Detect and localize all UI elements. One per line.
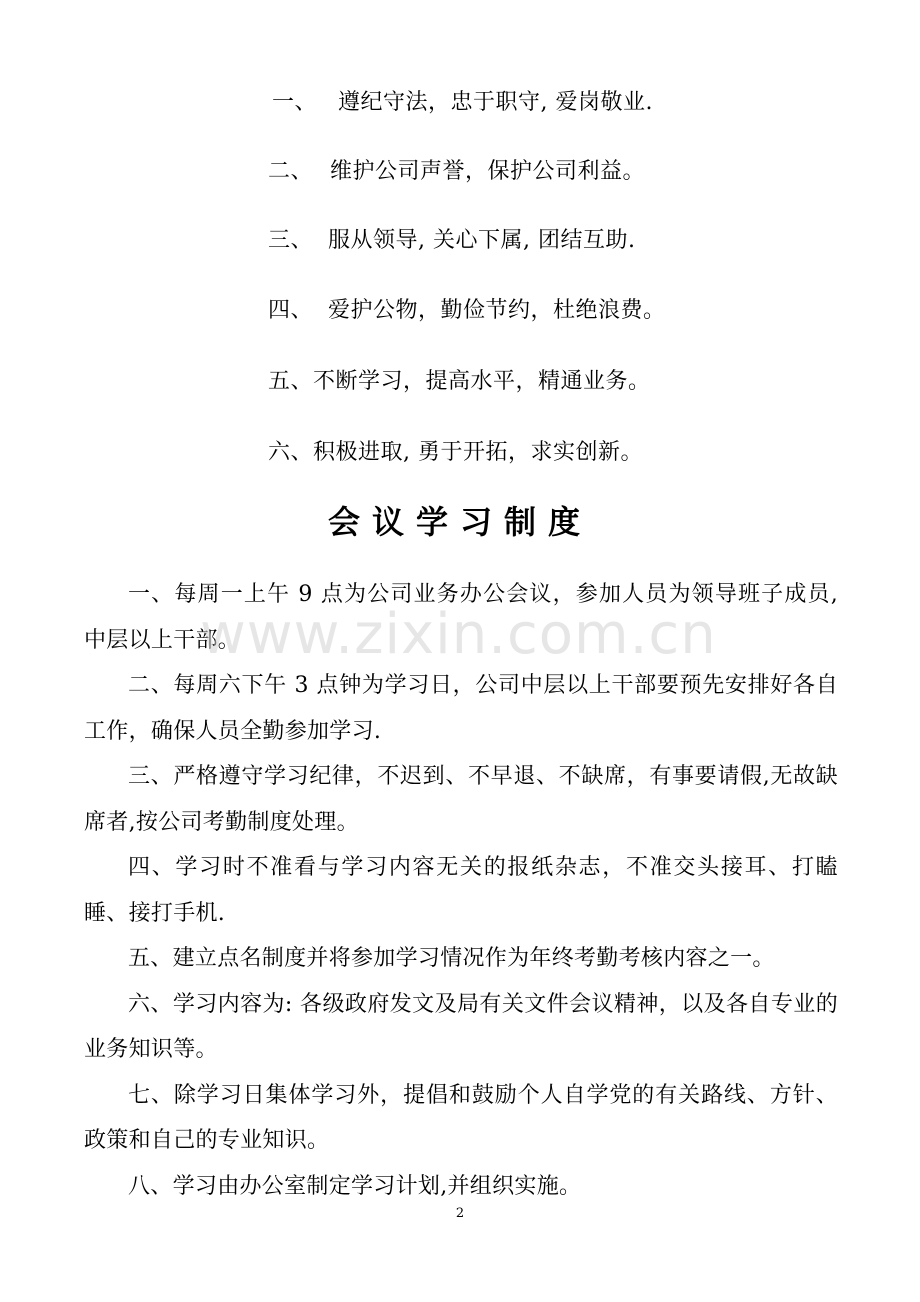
principle-text: 爱护公物，勤俭节约，杜绝浪费。: [328, 298, 666, 323]
rule-paragraph: 二、每周六下午 3 点钟为学习日，公司中层以上干部要预先安排好各自工作，确保人员全勤参加学习.: [84, 673, 838, 744]
page-number: 2: [455, 1206, 465, 1221]
section-title: 会议学习制度: [327, 503, 592, 541]
principle-item: [268, 157, 645, 187]
principle-number: 二、: [268, 159, 314, 184]
principle-item: [268, 226, 635, 256]
principle-item: [268, 367, 651, 397]
principle-number: 一、: [272, 90, 318, 115]
rule-paragraph: 六、学习内容为: 各级政府发文及局有关文件会议精神，以及各自专业的业务知识等。: [84, 991, 838, 1062]
rule-paragraph: 八、学习由办公室制定学习计划,并组织实施。: [128, 1173, 582, 1199]
rules-list: [84, 572, 838, 1209]
principle-text: 维护公司声誉，保护公司利益。: [330, 159, 646, 184]
principle-number: 六、: [268, 440, 314, 465]
principle-text: 积极进取, 勇于开拓，求实创新。: [313, 440, 644, 465]
rule-paragraph: 一、每周一上午 9 点为公司业务办公会议，参加人员为领导班子成员, 中层以上干部。: [84, 582, 838, 653]
rule-paragraph: 四、学习时不准看与学习内容无关的报纸杂志，不准交头接耳、打瞌睡、接打手机.: [84, 855, 838, 926]
principle-number: 四、: [268, 298, 314, 323]
principle-number: 三、: [268, 228, 314, 253]
principle-item: [272, 88, 653, 118]
rule-paragraph: 三、严格遵守学习纪律，不迟到、不早退、不缺席，有事要请假,无故缺席者,按公司考勤制度处理。: [84, 764, 838, 835]
rule-paragraph: 七、除学习日集体学习外，提倡和鼓励个人自学党的有关路线、方针、政策和自己的专业知识。: [84, 1082, 838, 1153]
principle-text: 遵纪守法，忠于职守, 爱岗敬业.: [338, 90, 653, 115]
principle-number: 五、: [268, 369, 314, 394]
principle-item: [268, 296, 666, 326]
principle-item: [268, 438, 643, 468]
rule-paragraph: 五、建立点名制度并将参加学习情况作为年终考勤考核内容之一。: [128, 946, 775, 971]
principle-text: 服从领导, 关心下属, 团结互助.: [328, 228, 636, 253]
principle-text: 不断学习，提高水平，精通业务。: [313, 369, 651, 394]
watermark: www.zixin.com.cn: [200, 602, 717, 667]
